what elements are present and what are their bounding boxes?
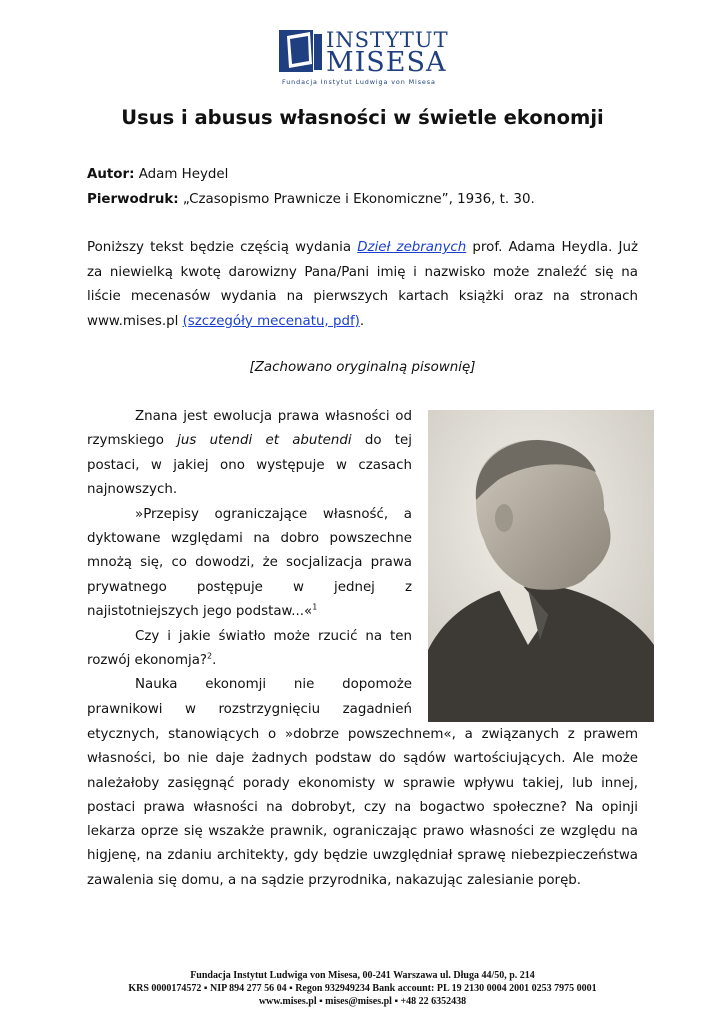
logo-mark-icon xyxy=(278,28,324,74)
p1-text-a: Znana jest ewolucja prawa własności od rzymskiego xyxy=(87,409,412,449)
author-line xyxy=(87,165,228,185)
intro-text-start: Poniższy tekst będzie częścią wydania xyxy=(87,240,358,255)
orthography-note: [Zachowano oryginalną pisownię] xyxy=(249,360,476,375)
intro-text-middle: prof. Adama Heydla. Już za niewielką kwotę darowizny Pana/Pani imię i nazwisko może znaleźć się na liście mecenasów wydania na pierwszych kartach książki oraz na stronach www.mises.pl xyxy=(87,240,639,329)
p2-text: »Przepisy ograniczające własność, a dyktowane względami na dobro powszechne mnożą się, co dowodzi, że socjalizacja prawa prywatnego postępuje w jednej z najistotniejszych jego podstaw...« xyxy=(87,506,412,620)
intro-paragraph xyxy=(87,236,638,334)
intro-text-end: . xyxy=(359,313,365,329)
footer-address: Fundacja Instytut Ludwiga von Misesa, 00-241 Warszawa ul. Długa 44/50, p. 214 xyxy=(190,970,535,981)
patronage-details-link[interactable]: (szczegóły mecenatu, pdf) xyxy=(182,313,360,329)
latin-phrase: jus utendi et abutendi xyxy=(177,433,352,449)
body-paragraph-3 xyxy=(87,625,412,674)
article-column xyxy=(87,405,412,722)
document-title: Usus i abusus własności w świetle ekonomji xyxy=(121,106,604,129)
first-print-line xyxy=(87,190,535,210)
page-footer xyxy=(0,969,725,1008)
body-paragraph-4-start: Nauka ekonomji nie dopomoże prawnikowi w rozstrzygnięciu zagadnień xyxy=(87,677,412,717)
logo-subtitle: Fundacja Instytut Ludwiga von Misesa xyxy=(282,78,436,86)
author-portrait xyxy=(428,410,654,722)
p1-text-b: do tej postaci, w jakiej ono występuje w czasach najnowszych. xyxy=(87,433,412,498)
first-print-source: „Czasopismo Prawnicze i Ekonomiczne”, 1936, t. 30. xyxy=(182,192,535,207)
p3-end: . xyxy=(212,653,217,669)
author-label: Autor: xyxy=(87,167,135,182)
collected-works-link[interactable]: Dzieł zebranych xyxy=(357,240,467,255)
footer-registration: KRS 0000174572 ▪ NIP 894 277 56 04 ▪ Regon 932949234 Bank account: PL 19 2130 0004 2001 0253 7975 0001 xyxy=(128,983,597,994)
footnote-ref-2[interactable]: 2 xyxy=(207,651,213,661)
footnote-ref-1[interactable]: 1 xyxy=(312,602,318,612)
logo-text-line2: MISESA xyxy=(326,47,447,78)
body-paragraph-4-continued: etycznych, stanowiących o »dobrze powszechnem«, a związanych z prawem własności, bo nie daje żadnych podstaw do sądów wartościujących. Ale może należałoby zasięgnąć porady ekonomisty w sprawie wpływu takiej, lub innej, postaci prawa własności na dobrobyt, czy na bogactwo społeczne? Na opinji lekarza oprze się wszakże prawnik, ograniczając prawo własności ze względu na higjenę, na zdaniu architekty, gdy będzie uwzględniał sprawę niebezpieczeństwa zawalenia się domu, a na sądzie przyrodnika, nakazując zalesianie poręb. xyxy=(87,727,638,888)
body-paragraph-2 xyxy=(87,503,412,625)
first-print-label: Pierwodruk: xyxy=(87,192,179,207)
footer-contact: www.mises.pl ▪ mises@mises.pl ▪ +48 22 6352438 xyxy=(258,996,467,1007)
logo-text-line1: INSTYTUT xyxy=(326,28,449,52)
p3-text: Czy i jakie światło może rzucić na ten rozwój ekonomja? xyxy=(87,628,412,669)
author-name: Adam Heydel xyxy=(138,167,229,182)
institute-logo xyxy=(278,28,448,88)
body-paragraph-1 xyxy=(87,405,412,503)
